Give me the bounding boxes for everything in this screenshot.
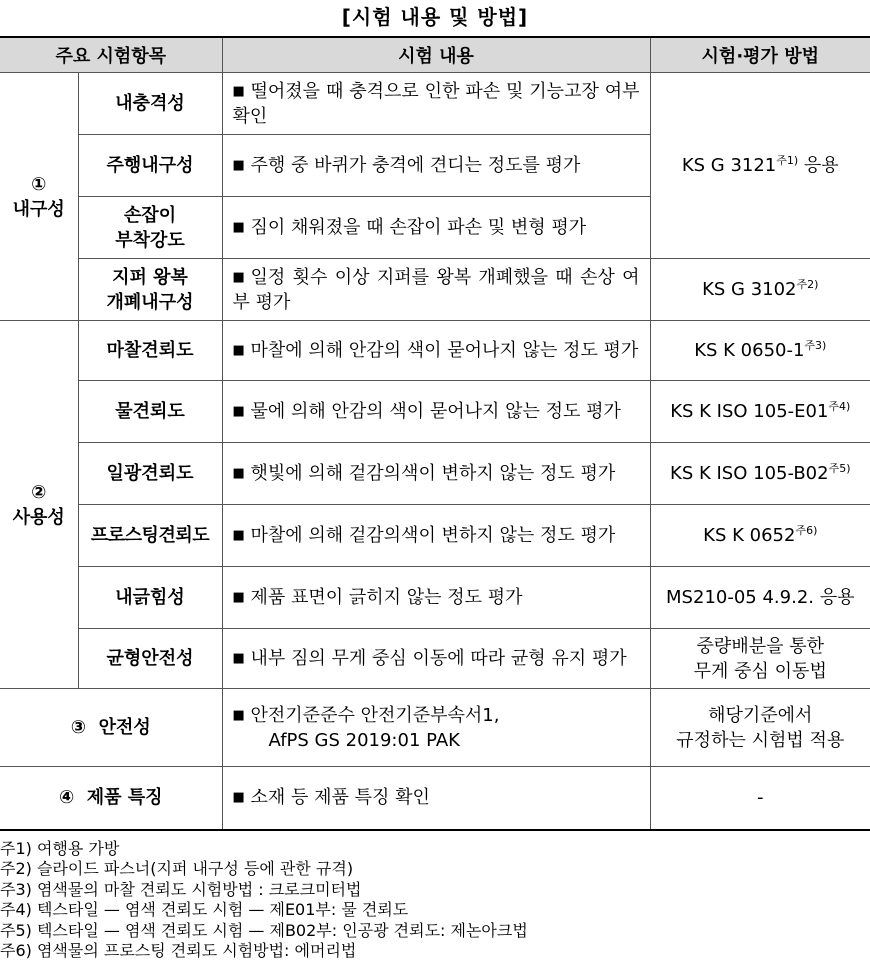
content-cell: ■ 마찰에 의해 안감의 색이 묻어나지 않는 정도 평가	[222, 321, 650, 381]
header-item: 주요 시험항목	[0, 37, 222, 73]
method-cell: KS K ISO $105-B02^{주5)}$	[650, 443, 870, 505]
method-cell: KS G $3121^{주1)}$ 응용	[650, 73, 870, 259]
footnote: 주4) 텍스타일 — 염색 견뢰도 시험 — 제E01부: 물 견뢰도	[0, 900, 409, 919]
content-cell: ■ 떨어졌을 때 충격으로 인한 파손 및 기능고장 여부 확인	[222, 73, 650, 135]
item-label: 프로스팅견뢰도	[78, 505, 222, 567]
footnote: 주6) 염색물의 프로스팅 견뢰도 시험방법: 에머리법	[0, 941, 357, 960]
page-title: [시험 내용 및 방법]	[341, 5, 529, 29]
group-feature: ④ 제품 특징	[0, 767, 222, 830]
footnote: 주3) 염색물의 마찰 견뢰도 시험방법 : 크로크미터법	[0, 879, 362, 899]
footnote: 주5) 텍스타일 — 염색 견뢰도 시험 — 제B02부: 인공광 견뢰도: 제논아크법	[0, 920, 528, 940]
method-cell: KS K $0652^{주6)}$	[650, 505, 870, 567]
bullet-icon: ■	[232, 269, 245, 285]
header-row	[0, 37, 870, 73]
table-row	[0, 689, 870, 767]
footnotes	[0, 839, 870, 962]
table-row	[0, 73, 870, 135]
footnote: 주1) 여행용 가방	[0, 838, 120, 858]
content-cell: ■ 햇빛에 의해 겉감의색이 변하지 않는 정도 평가	[222, 443, 650, 505]
content-cell: ■ 주행 중 바퀴가 충격에 견디는 정도를 평가	[222, 135, 650, 197]
method-cell: KS G $3102^{주2)}$	[650, 259, 870, 321]
bullet-icon: ■	[232, 790, 245, 806]
table-row	[0, 767, 870, 830]
table-row	[0, 321, 870, 381]
table-row	[0, 381, 870, 443]
header-method: 시험·평가 방법	[650, 37, 870, 73]
group-durability: ① 내구성	[0, 73, 78, 321]
table-row	[0, 567, 870, 629]
item-label: 마찰견뢰도	[78, 321, 222, 381]
test-table	[0, 36, 870, 831]
method-cell: 중량배분을 통한 무게 중심 이동법	[650, 629, 870, 689]
bullet-icon: ■	[232, 158, 245, 173]
bullet-icon: ■	[232, 707, 245, 723]
method-cell: KS K ISO $105-E01^{주4)}$	[650, 381, 870, 443]
method-cell: KS K $0650-1^{주3)}$	[650, 321, 870, 381]
content-cell: ■ 짐이 채워졌을 때 손잡이 파손 및 변형 평가	[222, 197, 650, 259]
table-row	[0, 629, 870, 689]
content-cell: ■ 안전기준준수 안전기준부속서1, AfPS GS 2019:01 PAK	[222, 689, 650, 767]
bullet-icon: ■	[232, 343, 245, 358]
bullet-icon: ■	[232, 651, 245, 666]
bullet-icon: ■	[232, 404, 245, 419]
method-cell: -	[650, 767, 870, 830]
content-cell: ■ 내부 짐의 무게 중심 이동에 따라 균형 유지 평가	[222, 629, 650, 689]
item-label: 내충격성	[78, 73, 222, 135]
table-row	[0, 505, 870, 567]
table-row	[0, 443, 870, 505]
group-safety: ③ 안전성	[0, 689, 222, 767]
item-label: 균형안전성	[78, 629, 222, 689]
item-label: 내긁힘성	[78, 567, 222, 629]
content-cell: ■ 마찰에 의해 겉감의색이 변하지 않는 정도 평가	[222, 505, 650, 567]
header-content: 시험 내용	[222, 37, 650, 73]
table-row	[0, 259, 870, 321]
item-label: 주행내구성	[78, 135, 222, 197]
bullet-icon: ■	[232, 220, 245, 235]
bullet-icon: ■	[232, 466, 245, 481]
content-cell: ■ 물에 의해 안감의 색이 묻어나지 않는 정도 평가	[222, 381, 650, 443]
method-cell: 해당기준에서 규정하는 시험법 적용	[650, 689, 870, 767]
item-label: 손잡이 부착강도	[78, 197, 222, 259]
bullet-icon: ■	[232, 83, 245, 99]
content-cell: ■ 제품 표면이 긁히지 않는 정도 평가	[222, 567, 650, 629]
content-cell: ■ 소재 등 제품 특징 확인	[222, 767, 650, 830]
method-cell: MS210-05 4.9.2. 응용	[650, 567, 870, 629]
group-usability: ② 사용성	[0, 321, 78, 689]
bullet-icon: ■	[232, 528, 245, 543]
bullet-icon: ■	[232, 590, 245, 605]
content-cell: ■ 일정 횟수 이상 지퍼를 왕복 개폐했을 때 손상 여부 평가	[222, 259, 650, 321]
footnote: 주2) 슬라이드 파스너(지퍼 내구성 등에 관한 규격)	[0, 859, 354, 878]
item-label: 일광견뢰도	[78, 443, 222, 505]
item-label: 물견뢰도	[78, 381, 222, 443]
item-label: 지퍼 왕복 개폐내구성	[78, 259, 222, 321]
